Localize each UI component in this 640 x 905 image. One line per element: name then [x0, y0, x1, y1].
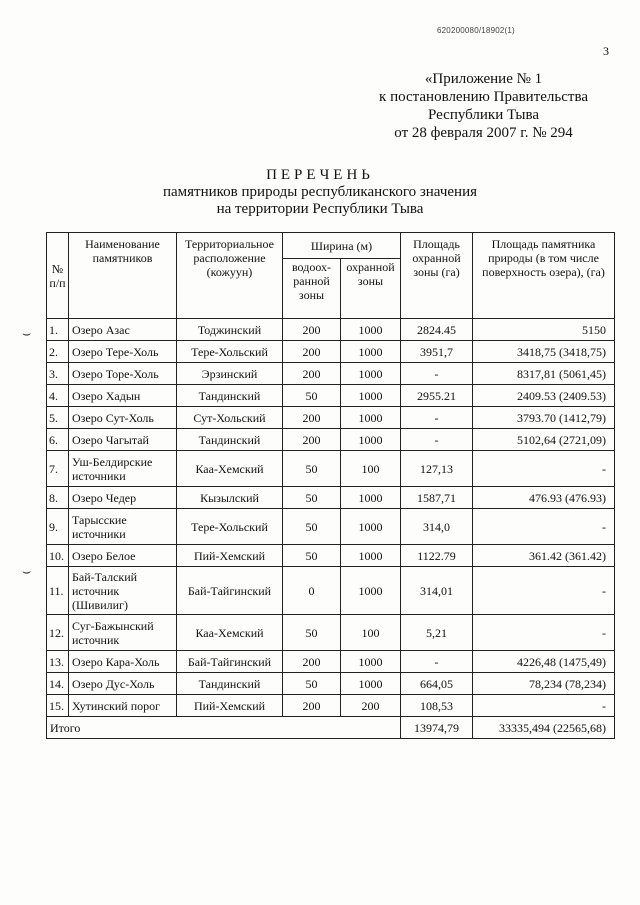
cell-num: 2. — [47, 341, 69, 363]
margin-check-mark: ⌣ — [22, 326, 32, 342]
appendix-line: Республики Тыва — [428, 107, 540, 123]
cell-location: Тандинский — [177, 429, 283, 451]
cell-name: Уш-Белдирские источники — [69, 451, 177, 487]
cell-protect-zone: 1000 — [341, 545, 401, 567]
appendix-line: от 28 февраля 2007 г. № 294 — [394, 125, 573, 141]
total-area-monument: 33335,494 (22565,68) — [473, 717, 615, 739]
cell-num: 15. — [47, 695, 69, 717]
cell-area-zone: 2955.21 — [401, 385, 473, 407]
cell-water-zone: 200 — [283, 341, 341, 363]
cell-protect-zone: 1000 — [341, 341, 401, 363]
cell-area-monument: - — [473, 567, 615, 615]
cell-name: Тарысские источники — [69, 509, 177, 545]
cell-area-monument: 5150 — [473, 319, 615, 341]
header-area-zone: Площадь охранной зоны (га) — [401, 233, 473, 319]
cell-location: Тандинский — [177, 385, 283, 407]
table-row — [47, 363, 615, 385]
document-subtitle-line: на территории Республики Тыва — [216, 201, 424, 217]
cell-area-zone: 1122.79 — [401, 545, 473, 567]
cell-num: 4. — [47, 385, 69, 407]
header-width: Ширина (м) — [283, 233, 401, 259]
cell-protect-zone: 100 — [341, 451, 401, 487]
cell-area-zone: 108,53 — [401, 695, 473, 717]
cell-area-zone: 314,01 — [401, 567, 473, 615]
cell-protect-zone: 1000 — [341, 509, 401, 545]
document-title: ПЕРЕЧЕНЬ — [266, 167, 374, 183]
cell-area-monument: 3418,75 (3418,75) — [473, 341, 615, 363]
cell-protect-zone: 1000 — [341, 429, 401, 451]
cell-area-zone: 2824.45 — [401, 319, 473, 341]
cell-area-monument: 2409.53 (2409.53) — [473, 385, 615, 407]
cell-location: Пий-Хемский — [177, 695, 283, 717]
cell-name: Озеро Чагытай — [69, 429, 177, 451]
cell-location: Кызылский — [177, 487, 283, 509]
cell-protect-zone: 1000 — [341, 567, 401, 615]
cell-name: Хутинский порог — [69, 695, 177, 717]
cell-name: Озеро Чедер — [69, 487, 177, 509]
cell-area-monument: 78,234 (78,234) — [473, 673, 615, 695]
total-label: Итого — [47, 717, 401, 739]
table-row — [47, 319, 615, 341]
cell-num: 11. — [47, 567, 69, 615]
cell-num: 10. — [47, 545, 69, 567]
cell-protect-zone: 1000 — [341, 407, 401, 429]
cell-num: 3. — [47, 363, 69, 385]
cell-water-zone: 200 — [283, 429, 341, 451]
cell-water-zone: 50 — [283, 385, 341, 407]
cell-location: Бай-Тайгинский — [177, 567, 283, 615]
header-protect-zone: охранной зоны — [341, 259, 401, 319]
cell-name: Озеро Кара-Холь — [69, 651, 177, 673]
cell-water-zone: 200 — [283, 407, 341, 429]
cell-water-zone: 50 — [283, 509, 341, 545]
cell-num: 6. — [47, 429, 69, 451]
cell-name: Озеро Дус-Холь — [69, 673, 177, 695]
cell-name: Озеро Торе-Холь — [69, 363, 177, 385]
document-id: 620200080/18902(1) — [437, 26, 515, 35]
cell-name: Суг-Бажынский источник — [69, 615, 177, 651]
table-row — [47, 615, 615, 651]
cell-num: 9. — [47, 509, 69, 545]
header-name: Наименование памятников — [69, 233, 177, 319]
cell-num: 13. — [47, 651, 69, 673]
cell-water-zone: 0 — [283, 567, 341, 615]
cell-water-zone: 200 — [283, 363, 341, 385]
cell-water-zone: 50 — [283, 487, 341, 509]
table-row — [47, 695, 615, 717]
margin-check-mark: ⌣ — [22, 564, 32, 580]
cell-area-zone: 3951,7 — [401, 341, 473, 363]
cell-location: Бай-Тайгинский — [177, 651, 283, 673]
cell-location: Пий-Хемский — [177, 545, 283, 567]
cell-name: Озеро Белое — [69, 545, 177, 567]
cell-area-zone: 1587,71 — [401, 487, 473, 509]
cell-area-zone: - — [401, 429, 473, 451]
cell-area-zone: - — [401, 407, 473, 429]
header-area-monument: Площадь памятника природы (в том числе поверхность озера), (га) — [473, 233, 615, 319]
cell-area-monument: - — [473, 451, 615, 487]
cell-protect-zone: 1000 — [341, 673, 401, 695]
cell-area-monument: - — [473, 509, 615, 545]
cell-protect-zone: 1000 — [341, 363, 401, 385]
appendix-line: «Приложение № 1 — [424, 71, 543, 87]
total-row — [47, 717, 615, 739]
cell-water-zone: 200 — [283, 651, 341, 673]
cell-name: Озеро Тере-Холь — [69, 341, 177, 363]
table-row — [47, 545, 615, 567]
cell-location: Эрзинский — [177, 363, 283, 385]
total-area-zone: 13974,79 — [401, 717, 473, 739]
cell-area-zone: 127,13 — [401, 451, 473, 487]
cell-area-monument: - — [473, 615, 615, 651]
cell-name: Озеро Сут-Холь — [69, 407, 177, 429]
table-row — [47, 509, 615, 545]
cell-area-monument: 5102,64 (2721,09) — [473, 429, 615, 451]
appendix-header — [379, 70, 588, 142]
cell-num: 8. — [47, 487, 69, 509]
table-row — [47, 407, 615, 429]
cell-location: Тере-Хольский — [177, 509, 283, 545]
cell-location: Каа-Хемский — [177, 615, 283, 651]
document-subtitle-line: памятников природы республиканского значения — [162, 184, 478, 200]
cell-location: Каа-Хемский — [177, 451, 283, 487]
cell-protect-zone: 1000 — [341, 385, 401, 407]
cell-protect-zone: 1000 — [341, 487, 401, 509]
cell-name: Озеро Азас — [69, 319, 177, 341]
cell-water-zone: 50 — [283, 615, 341, 651]
cell-area-zone: 664,05 — [401, 673, 473, 695]
cell-water-zone: 50 — [283, 451, 341, 487]
cell-protect-zone: 1000 — [341, 319, 401, 341]
cell-area-zone: 314,0 — [401, 509, 473, 545]
cell-area-monument: 3793.70 (1412,79) — [473, 407, 615, 429]
cell-name: Бай-Талский источник (Шивилиг) — [69, 567, 177, 615]
cell-location: Сут-Хольский — [177, 407, 283, 429]
cell-water-zone: 50 — [283, 673, 341, 695]
header-num: № п/п — [47, 233, 69, 319]
cell-num: 14. — [47, 673, 69, 695]
cell-protect-zone: 200 — [341, 695, 401, 717]
cell-water-zone: 50 — [283, 545, 341, 567]
appendix-line: к постановлению Правительства — [379, 89, 588, 105]
cell-area-monument: 476.93 (476.93) — [473, 487, 615, 509]
cell-area-monument: 4226,48 (1475,49) — [473, 651, 615, 673]
cell-num: 1. — [47, 319, 69, 341]
table-row — [47, 651, 615, 673]
cell-area-monument: 361.42 (361.42) — [473, 545, 615, 567]
cell-area-zone: - — [401, 651, 473, 673]
table-row — [47, 451, 615, 487]
monuments-table — [46, 232, 615, 739]
table-row — [47, 567, 615, 615]
cell-location: Тоджинский — [177, 319, 283, 341]
cell-protect-zone: 100 — [341, 615, 401, 651]
cell-num: 12. — [47, 615, 69, 651]
cell-area-zone: - — [401, 363, 473, 385]
cell-location: Тандинский — [177, 673, 283, 695]
cell-water-zone: 200 — [283, 695, 341, 717]
header-water-zone: водоох-ранной зоны — [283, 259, 341, 319]
title-block — [0, 166, 640, 218]
cell-area-monument: - — [473, 695, 615, 717]
cell-num: 5. — [47, 407, 69, 429]
cell-num: 7. — [47, 451, 69, 487]
table-row — [47, 673, 615, 695]
table-row — [47, 429, 615, 451]
cell-area-monument: 8317,81 (5061,45) — [473, 363, 615, 385]
cell-area-zone: 5,21 — [401, 615, 473, 651]
page-number: 3 — [603, 44, 609, 58]
cell-location: Тере-Хольский — [177, 341, 283, 363]
cell-name: Озеро Хадын — [69, 385, 177, 407]
header-location: Территориальное расположение (кожуун) — [177, 233, 283, 319]
table-row — [47, 385, 615, 407]
table-row — [47, 487, 615, 509]
cell-water-zone: 200 — [283, 319, 341, 341]
cell-protect-zone: 1000 — [341, 651, 401, 673]
table-row — [47, 341, 615, 363]
